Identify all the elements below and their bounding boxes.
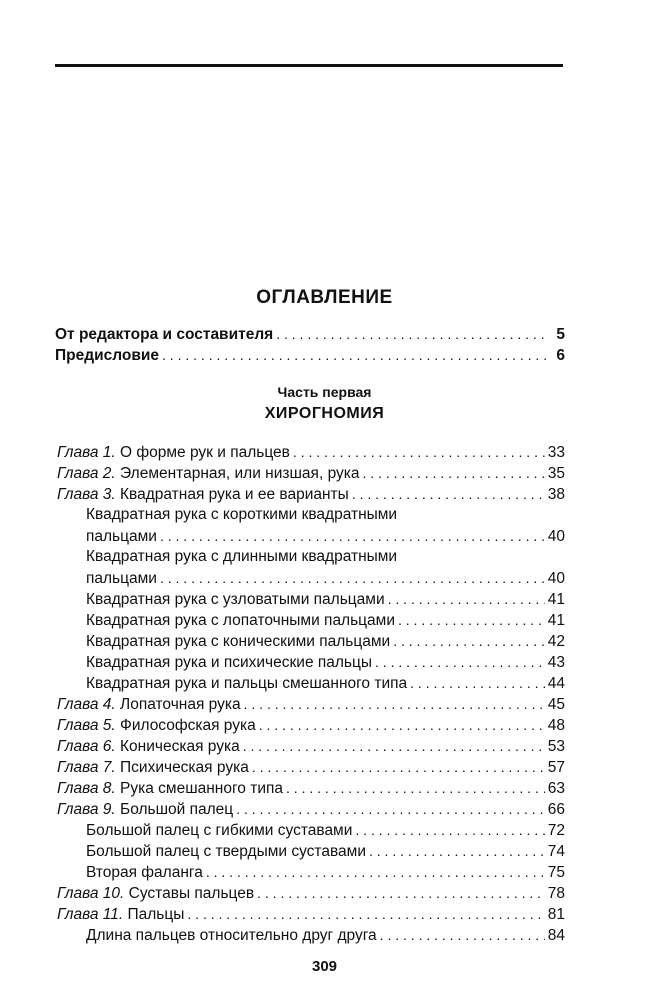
toc-subentry-finger-length[interactable] <box>86 925 565 945</box>
toc-subentry-stiff-thumb[interactable] <box>86 841 565 861</box>
toc-subentry-short-square[interactable] <box>86 526 565 546</box>
dot-leader <box>393 631 545 651</box>
dot-leader <box>257 883 545 903</box>
toc-entry-label: Квадратная рука с коническими пальцами <box>86 633 391 650</box>
chapter-prefix: Глава 8. <box>57 780 116 797</box>
dot-leader <box>160 568 545 588</box>
toc-subentry-conic[interactable] <box>86 631 565 651</box>
toc-subentry-spatulate[interactable] <box>86 610 565 630</box>
chapter-prefix: Глава 2. <box>57 465 116 482</box>
dot-leader <box>187 904 544 924</box>
toc-entry-page: 78 <box>547 885 565 902</box>
toc-entry-page: 35 <box>547 465 565 482</box>
toc-entry-page: 41 <box>547 612 565 629</box>
toc-entry-page: 63 <box>547 780 565 797</box>
dot-leader <box>388 589 545 609</box>
toc-entry-label: Квадратная рука и психические пальцы <box>86 654 373 671</box>
dot-leader <box>286 778 545 798</box>
toc-entry-preface[interactable] <box>55 345 565 365</box>
toc-entry-chapter-1[interactable] <box>57 442 565 462</box>
chapter-prefix: Глава 4. <box>57 696 116 713</box>
chapter-prefix: Глава 7. <box>57 759 116 776</box>
dot-leader <box>398 610 545 630</box>
dot-leader <box>352 484 545 504</box>
chapter-prefix: Глава 6. <box>57 738 116 755</box>
toc-entry-label: Большой палец с гибкими суставами <box>86 822 353 839</box>
toc-entry-label: Глава 8. Рука смешанного типа <box>57 780 284 797</box>
toc-entry-label: Глава 7. Психическая рука <box>57 759 249 776</box>
toc-entry-page: 45 <box>547 696 565 713</box>
dot-leader <box>206 862 545 882</box>
toc-entry-page: 44 <box>547 675 565 692</box>
toc-subentry-second-phalanx[interactable] <box>86 862 565 882</box>
dot-leader <box>276 324 546 344</box>
toc-entry-page: 81 <box>547 906 565 923</box>
toc-entry-chapter-10[interactable] <box>57 883 565 903</box>
dot-leader <box>355 820 544 840</box>
toc-entry-label: Длина пальцев относительно друг друга <box>86 927 377 944</box>
toc-entry-label: Вторая фаланга <box>86 864 203 881</box>
toc-entry-page: 72 <box>547 822 565 839</box>
toc-entry-page: 6 <box>556 347 565 364</box>
toc-entry-label: Глава 1. О форме рук и пальцев <box>57 444 290 461</box>
toc-entry-label: Квадратная рука с лопаточными пальцами <box>86 612 395 629</box>
dot-leader <box>259 715 545 735</box>
dot-leader <box>244 694 545 714</box>
toc-entry-label: Глава 11. Пальцы <box>57 906 185 923</box>
dot-leader <box>380 925 545 945</box>
toc-subentry-long-square[interactable] <box>86 568 565 588</box>
toc-entry-label: пальцами <box>86 528 157 545</box>
toc-entry-page: 75 <box>547 864 565 881</box>
toc-entry-page: 57 <box>547 759 565 776</box>
part-title: ХИРОГНОМИЯ <box>264 405 385 422</box>
toc-entry-chapter-7[interactable] <box>57 757 565 777</box>
toc-subentry-mixed[interactable] <box>86 673 565 693</box>
dot-leader <box>236 799 545 819</box>
toc-title: ОГЛАВЛЕНИЕ <box>256 287 393 308</box>
part-label: Часть первая <box>277 384 372 400</box>
toc-entry-label: Глава 4. Лопаточная рука <box>57 696 241 713</box>
dot-leader <box>410 673 545 693</box>
chapter-prefix: Глава 3. <box>57 486 116 503</box>
toc-entry-label: Глава 5. Философская рука <box>57 717 256 734</box>
dot-leader <box>375 652 545 672</box>
toc-entry-page: 48 <box>547 717 565 734</box>
top-rule <box>55 64 563 67</box>
toc-entry-page: 38 <box>547 486 565 503</box>
toc-entry-page: 53 <box>547 738 565 755</box>
toc-entry-chapter-9[interactable] <box>57 799 565 819</box>
toc-entry-chapter-2[interactable] <box>57 463 565 483</box>
toc-entry-page: 40 <box>547 528 565 545</box>
toc-entry-page: 66 <box>547 801 565 818</box>
toc-entry-chapter-8[interactable] <box>57 778 565 798</box>
toc-entry-label: Предисловие <box>55 347 160 364</box>
toc-entry-page: 84 <box>547 927 565 944</box>
toc-entry-label: пальцами <box>86 570 157 587</box>
chapter-prefix: Глава 11. <box>57 906 124 923</box>
toc-entry-label: Глава 9. Большой палец <box>57 801 234 818</box>
toc-entry-page: 74 <box>547 843 565 860</box>
toc-entry-page: 33 <box>547 444 565 461</box>
page-number: 309 <box>311 958 338 975</box>
toc-entry-page: 40 <box>547 570 565 587</box>
toc-entry-chapter-6[interactable] <box>57 736 565 756</box>
toc-entry-chapter-3[interactable] <box>57 484 565 504</box>
dot-leader <box>252 757 545 777</box>
toc-entry-page: 41 <box>547 591 565 608</box>
toc-entry-label: Квадратная рука и пальцы смешанного типа <box>86 675 408 692</box>
toc-entry-label: От редактора и составителя <box>55 326 274 343</box>
toc-entry-page: 5 <box>556 326 565 343</box>
toc-entry-label: Квадратная рука с узловатыми пальцами <box>86 591 385 608</box>
dot-leader <box>160 526 545 546</box>
toc-subentry-label-line1: Квадратная рука с длинными квадратными <box>86 548 398 565</box>
toc-entry-editor[interactable] <box>55 324 565 344</box>
toc-entry-chapter-4[interactable] <box>57 694 565 714</box>
toc-subentry-label-line1: Квадратная рука с короткими квадратными <box>86 506 398 523</box>
chapter-prefix: Глава 5. <box>57 717 116 734</box>
dot-leader <box>369 841 545 861</box>
toc-entry-chapter-5[interactable] <box>57 715 565 735</box>
chapter-prefix: Глава 9. <box>57 801 116 818</box>
dot-leader <box>243 736 545 756</box>
dot-leader <box>162 345 546 365</box>
toc-subentry-knotty[interactable] <box>86 589 565 609</box>
dot-leader <box>293 442 545 462</box>
toc-entry-page: 43 <box>547 654 565 671</box>
toc-entry-label: Большой палец с твердыми суставами <box>86 843 366 860</box>
toc-entry-label: Глава 6. Коническая рука <box>57 738 240 755</box>
chapter-prefix: Глава 1. <box>57 444 116 461</box>
toc-subentry-flexible-thumb[interactable] <box>86 820 565 840</box>
chapter-prefix: Глава 10. <box>57 885 125 902</box>
toc-entry-label: Глава 10. Суставы пальцев <box>57 885 255 902</box>
dot-leader <box>363 463 545 483</box>
toc-entry-page: 42 <box>547 633 565 650</box>
toc-subentry-psychic[interactable] <box>86 652 565 672</box>
toc-entry-label: Глава 3. Квадратная рука и ее варианты <box>57 486 349 503</box>
toc-entry-label: Глава 2. Элементарная, или низшая, рука <box>57 465 360 482</box>
toc-entry-chapter-11[interactable] <box>57 904 565 924</box>
